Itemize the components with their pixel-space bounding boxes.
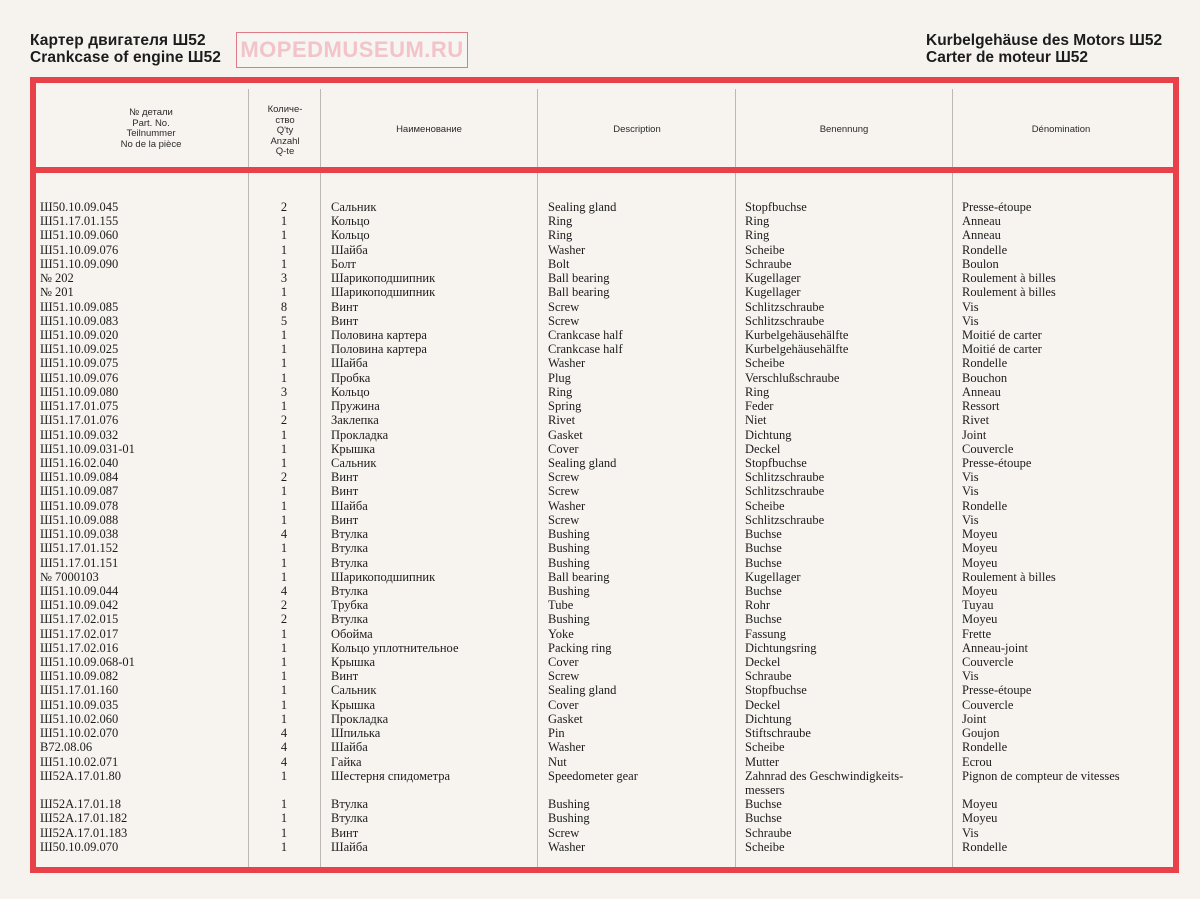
denomination-fr: Moyeu [962, 555, 998, 570]
description-en: Bushing [548, 797, 590, 812]
benennung-de: Schraube [745, 256, 792, 271]
benennung-de: Dichtung [745, 427, 792, 442]
denomination-fr: Roulement à billes [962, 271, 1056, 286]
benennung-de: Buchse [745, 811, 782, 826]
name-ru: Сальник [331, 200, 377, 214]
denomination-fr: Anneau [962, 384, 1001, 399]
name-ru: Гайка [331, 754, 362, 769]
part-number: Ш51.10.09.080 [40, 384, 119, 399]
description-en: Gasket [548, 427, 583, 442]
part-number: Ш51.10.09.090 [40, 256, 119, 271]
name-ru: Винт [331, 313, 359, 328]
part-number: Ш52А.17.01.182 [40, 811, 128, 826]
part-number: Ш51.17.01.151 [40, 555, 119, 570]
description-en: Ball bearing [548, 271, 610, 286]
name-ru: Заклепка [331, 413, 379, 428]
quantity: 4 [280, 754, 288, 769]
denomination-fr: Moitié de carter [962, 342, 1042, 357]
part-number: Ш52А.17.01.18 [40, 797, 122, 812]
table-header-frame [30, 77, 1179, 175]
part-number: Ш50.10.09.045 [40, 200, 119, 214]
benennung-de: Buchse [745, 612, 782, 627]
quantity: 1 [280, 669, 288, 684]
description-en: Bushing [548, 527, 590, 542]
quantity: 2 [280, 413, 288, 428]
benennung-de: Buchse [745, 555, 782, 570]
part-number: Ш51.17.02.015 [40, 612, 119, 627]
quantity: 1 [280, 214, 288, 229]
denomination-fr: Vis [962, 470, 979, 485]
quantity: 1 [280, 427, 288, 442]
description-en: Screw [548, 299, 580, 314]
denomination-fr: Vis [962, 484, 979, 499]
part-number: Ш51.10.09.084 [40, 470, 119, 485]
benennung-de: Schlitzschraube [745, 313, 825, 328]
quantity: 4 [280, 527, 288, 542]
description-en: Speedometer gear [548, 768, 638, 783]
quantity: 8 [280, 299, 288, 314]
quantity: 1 [280, 285, 288, 300]
part-number: Ш51.10.09.088 [40, 512, 119, 527]
description-en: Plug [548, 370, 571, 385]
benennung-de: Buchse [745, 541, 782, 556]
name-ru: Пружина [331, 399, 380, 414]
quantity: 3 [280, 384, 288, 399]
denomination-fr: Goujon [962, 726, 1000, 741]
benennung-de: Schlitzschraube [745, 484, 825, 499]
description-en: Gasket [548, 711, 583, 726]
denomination-fr: Rondelle [962, 356, 1008, 371]
denomination-fr: Pignon de compteur de vitesses [962, 768, 1120, 783]
col-header-fr: Dénomination [1031, 124, 1091, 135]
name-ru: Винт [331, 825, 359, 840]
quantity: 4 [280, 583, 288, 598]
quantity: 1 [280, 797, 288, 812]
quantity: 1 [280, 626, 288, 641]
quantity: 2 [280, 598, 288, 613]
denomination-fr: Rondelle [962, 242, 1008, 257]
part-number: Ш51.10.09.076 [40, 370, 119, 385]
description-en: Ring [548, 384, 573, 399]
quantity: 1 [280, 839, 288, 854]
name-ru: Винт [331, 669, 359, 684]
divider [320, 173, 321, 867]
col-header-qty: Количе- ство Q'ty Anzahl Q-te [267, 104, 303, 157]
denomination-fr: Vis [962, 299, 979, 314]
benennung-de: Stopfbuchse [745, 683, 807, 698]
part-number: Ш51.10.09.031-01 [40, 441, 135, 456]
description-en: Bolt [548, 256, 570, 271]
description-en: Screw [548, 669, 580, 684]
description-en: Tube [548, 598, 574, 613]
description-en: Bushing [548, 541, 590, 556]
benennung-de: Schraube [745, 825, 792, 840]
quantity: 1 [280, 370, 288, 385]
name-ru: Шайба [331, 242, 368, 257]
description-en: Screw [548, 470, 580, 485]
name-ru: Прокладка [331, 711, 389, 726]
part-number: Ш51.17.01.160 [40, 683, 119, 698]
name-ru: Шпилька [331, 726, 381, 741]
denomination-fr: Moyeu [962, 527, 998, 542]
description-en: Ring [548, 214, 573, 229]
benennung-de: messers [745, 783, 785, 798]
denomination-fr: Anneau [962, 214, 1001, 229]
denomination-fr: Moyeu [962, 541, 998, 556]
quantity: 1 [280, 441, 288, 456]
name-ru: Шайба [331, 839, 368, 854]
quantity: 1 [280, 683, 288, 698]
name-ru: Крышка [331, 655, 376, 670]
part-number: Ш51.10.09.060 [40, 228, 119, 243]
quantity: 3 [280, 271, 288, 286]
quantity: 1 [280, 484, 288, 499]
name-ru: Шайба [331, 740, 368, 755]
quantity: 1 [280, 541, 288, 556]
part-number: Ш51.10.09.075 [40, 356, 119, 371]
part-number: № 201 [40, 285, 74, 300]
benennung-de: Fassung [745, 626, 786, 641]
name-ru: Втулка [331, 612, 369, 627]
quantity: 1 [280, 242, 288, 257]
title-en: Crankcase of engine Ш52 [30, 49, 222, 66]
title-ru: Картер двигателя Ш52 [30, 32, 206, 49]
part-number: B72.08.06 [40, 740, 93, 755]
benennung-de: Schlitzschraube [745, 470, 825, 485]
benennung-de: Kugellager [745, 569, 801, 584]
quantity: 1 [280, 640, 288, 655]
part-number: Ш51.10.09.038 [40, 527, 119, 542]
divider [952, 89, 953, 169]
name-ru: Шестерня спидометра [331, 768, 451, 783]
part-number: Ш51.10.09.068-01 [40, 655, 135, 670]
divider [248, 89, 249, 169]
description-en: Cover [548, 655, 579, 670]
title-de: Kurbelgehäuse des Motors Ш52 [926, 32, 1163, 49]
name-ru: Винт [331, 484, 359, 499]
description-en: Washer [548, 839, 586, 854]
quantity: 1 [280, 825, 288, 840]
quantity: 1 [280, 399, 288, 414]
benennung-de: Zahnrad des Geschwindigkeits- [745, 768, 904, 783]
description-en: Screw [548, 512, 580, 527]
quantity: 2 [280, 612, 288, 627]
description-en: Spring [548, 399, 582, 414]
description-en: Cover [548, 441, 579, 456]
part-number: Ш52А.17.01.80 [40, 768, 122, 783]
name-ru: Половина картера [331, 342, 427, 357]
benennung-de: Schlitzschraube [745, 512, 825, 527]
description-en: Yoke [548, 626, 574, 641]
part-number: Ш51.17.02.016 [40, 640, 119, 655]
denomination-fr: Moitié de carter [962, 327, 1042, 342]
description-en: Bushing [548, 612, 590, 627]
divider [735, 89, 736, 169]
name-ru: Втулка [331, 797, 369, 812]
description-en: Crankcase half [548, 342, 623, 357]
benennung-de: Deckel [745, 697, 781, 712]
divider [952, 173, 953, 867]
quantity: 1 [280, 356, 288, 371]
name-ru: Втулка [331, 583, 369, 598]
part-number: Ш51.17.01.075 [40, 399, 119, 414]
quantity: 2 [280, 470, 288, 485]
name-ru: Шарикоподшипник [331, 271, 436, 286]
quantity: 4 [280, 740, 288, 755]
quantity: 1 [280, 811, 288, 826]
name-ru: Втулка [331, 527, 369, 542]
denomination-fr: Presse-étoupe [962, 455, 1032, 470]
description-en: Bushing [548, 555, 590, 570]
part-number: Ш51.10.09.078 [40, 498, 119, 513]
benennung-de: Feder [745, 399, 774, 414]
name-ru: Сальник [331, 455, 377, 470]
description-en: Screw [548, 313, 580, 328]
denomination-fr: Vis [962, 313, 979, 328]
part-number: Ш51.16.02.040 [40, 455, 119, 470]
denomination-fr: Presse-étoupe [962, 683, 1032, 698]
name-ru: Половина картера [331, 327, 427, 342]
description-en: Washer [548, 356, 586, 371]
name-ru: Болт [331, 256, 356, 271]
benennung-de: Schlitzschraube [745, 299, 825, 314]
name-ru: Кольцо [331, 384, 370, 399]
quantity: 1 [280, 228, 288, 243]
name-ru: Винт [331, 470, 359, 485]
benennung-de: Niet [745, 413, 767, 428]
col-header-de: Benennung [819, 124, 869, 135]
description-en: Screw [548, 484, 580, 499]
description-en: Crankcase half [548, 327, 623, 342]
part-number: Ш51.10.09.082 [40, 669, 119, 684]
description-en: Rivet [548, 413, 576, 428]
denomination-fr: Moyeu [962, 797, 998, 812]
benennung-de: Kugellager [745, 271, 801, 286]
part-number: Ш51.10.09.035 [40, 697, 119, 712]
part-number: Ш51.10.09.042 [40, 598, 119, 613]
part-number: Ш51.17.01.152 [40, 541, 119, 556]
description-en: Bushing [548, 583, 590, 598]
benennung-de: Ring [745, 214, 770, 229]
benennung-de: Deckel [745, 655, 781, 670]
denomination-fr: Anneau-joint [962, 640, 1028, 655]
quantity: 1 [280, 569, 288, 584]
quantity: 5 [280, 313, 288, 328]
part-number: Ш51.17.02.017 [40, 626, 119, 641]
part-number: № 7000103 [40, 569, 99, 584]
col-header-en: Description [613, 124, 661, 135]
part-number: Ш50.10.09.070 [40, 839, 119, 854]
denomination-fr: Tuyau [962, 598, 994, 613]
name-ru: Шарикоподшипник [331, 569, 436, 584]
benennung-de: Mutter [745, 754, 780, 769]
divider [320, 89, 321, 169]
name-ru: Шарикоподшипник [331, 285, 436, 300]
benennung-de: Verschlußschraube [745, 370, 840, 385]
denomination-fr: Boulon [962, 256, 999, 271]
part-number: Ш51.10.02.071 [40, 754, 119, 769]
quantity: 1 [280, 711, 288, 726]
denomination-fr: Rivet [962, 413, 990, 428]
benennung-de: Ring [745, 228, 770, 243]
denomination-fr: Rondelle [962, 740, 1008, 755]
name-ru: Шайба [331, 498, 368, 513]
part-number: Ш51.17.01.076 [40, 413, 119, 428]
part-number: Ш51.10.09.076 [40, 242, 119, 257]
part-number: Ш51.10.09.085 [40, 299, 119, 314]
name-ru: Обойма [331, 626, 373, 641]
name-ru: Кольцо [331, 228, 370, 243]
denomination-fr: Joint [962, 711, 987, 726]
denomination-fr: Vis [962, 669, 979, 684]
name-ru: Прокладка [331, 427, 389, 442]
col-header-ru: Наименование [396, 124, 462, 135]
denomination-fr: Roulement à billes [962, 569, 1056, 584]
part-number: Ш51.10.09.025 [40, 342, 119, 357]
denomination-fr: Anneau [962, 228, 1001, 243]
part-number: Ш51.10.09.087 [40, 484, 119, 499]
benennung-de: Buchse [745, 797, 782, 812]
quantity: 1 [280, 768, 288, 783]
description-en: Washer [548, 740, 586, 755]
description-en: Cover [548, 697, 579, 712]
denomination-fr: Couvercle [962, 697, 1014, 712]
denomination-fr: Frette [962, 626, 992, 641]
denomination-fr: Rondelle [962, 498, 1008, 513]
part-number: Ш51.10.09.083 [40, 313, 119, 328]
denomination-fr: Couvercle [962, 655, 1014, 670]
name-ru: Кольцо [331, 214, 370, 229]
quantity: 4 [280, 726, 288, 741]
denomination-fr: Presse-étoupe [962, 200, 1032, 214]
benennung-de: Deckel [745, 441, 781, 456]
quantity: 1 [280, 256, 288, 271]
benennung-de: Scheibe [745, 839, 785, 854]
denomination-fr: Joint [962, 427, 987, 442]
name-ru: Сальник [331, 683, 377, 698]
quantity: 1 [280, 498, 288, 513]
name-ru: Винт [331, 512, 359, 527]
benennung-de: Scheibe [745, 242, 785, 257]
benennung-de: Kurbelgehäusehälfte [745, 327, 849, 342]
name-ru: Крышка [331, 697, 376, 712]
description-en: Ball bearing [548, 569, 610, 584]
benennung-de: Scheibe [745, 740, 785, 755]
header-right [926, 32, 1162, 66]
description-en: Nut [548, 754, 567, 769]
benennung-de: Scheibe [745, 356, 785, 371]
benennung-de: Schraube [745, 669, 792, 684]
benennung-de: Rohr [745, 598, 770, 613]
quantity: 1 [280, 555, 288, 570]
description-en: Bushing [548, 811, 590, 826]
description-en: Washer [548, 498, 586, 513]
denomination-fr: Rondelle [962, 839, 1008, 854]
benennung-de: Stiftschraube [745, 726, 811, 741]
benennung-de: Ring [745, 384, 770, 399]
description-en: Sealing gland [548, 683, 617, 698]
part-number: Ш51.10.02.070 [40, 726, 119, 741]
benennung-de: Buchse [745, 583, 782, 598]
description-en: Packing ring [548, 640, 612, 655]
benennung-de: Dichtung [745, 711, 792, 726]
benennung-de: Kugellager [745, 285, 801, 300]
quantity: 1 [280, 327, 288, 342]
quantity: 1 [280, 455, 288, 470]
description-en: Sealing gland [548, 455, 617, 470]
denomination-fr: Bouchon [962, 370, 1008, 385]
divider [537, 89, 538, 169]
part-number: Ш51.10.02.060 [40, 711, 119, 726]
part-number: Ш51.17.01.155 [40, 214, 119, 229]
denomination-fr: Ressort [962, 399, 1000, 414]
description-en: Pin [548, 726, 565, 741]
header-left [30, 32, 221, 66]
name-ru: Втулка [331, 541, 369, 556]
description-en: Washer [548, 242, 586, 257]
part-number: Ш51.10.09.020 [40, 327, 119, 342]
quantity: 2 [280, 200, 288, 214]
name-ru: Пробка [331, 370, 371, 385]
benennung-de: Buchse [745, 527, 782, 542]
quantity: 1 [280, 655, 288, 670]
description-en: Ball bearing [548, 285, 610, 300]
part-number: № 202 [40, 271, 74, 286]
divider [735, 173, 736, 867]
name-ru: Шайба [331, 356, 368, 371]
name-ru: Втулка [331, 555, 369, 570]
benennung-de: Dichtungsring [745, 640, 817, 655]
denomination-fr: Couvercle [962, 441, 1014, 456]
quantity: 1 [280, 697, 288, 712]
name-ru: Винт [331, 299, 359, 314]
col-header-part: № детали Part. No. Teilnummer No de la pièce [120, 107, 182, 150]
denomination-fr: Moyeu [962, 583, 998, 598]
name-ru: Трубка [331, 598, 369, 613]
benennung-de: Kurbelgehäusehälfte [745, 342, 849, 357]
name-ru: Крышка [331, 441, 376, 456]
description-en: Sealing gland [548, 200, 617, 214]
benennung-de: Scheibe [745, 498, 785, 513]
name-ru: Втулка [331, 811, 369, 826]
quantity: 1 [280, 512, 288, 527]
title-fr: Carter de moteur Ш52 [926, 49, 1089, 66]
part-number: Ш51.10.09.032 [40, 427, 119, 442]
part-number: Ш51.10.09.044 [40, 583, 119, 598]
denomination-fr: Vis [962, 825, 979, 840]
quantity: 1 [280, 342, 288, 357]
benennung-de: Stopfbuchse [745, 200, 807, 214]
divider [537, 173, 538, 867]
denomination-fr: Roulement à billes [962, 285, 1056, 300]
part-number: Ш52А.17.01.183 [40, 825, 128, 840]
description-en: Ring [548, 228, 573, 243]
name-ru: Кольцо уплотнительное [331, 640, 459, 655]
benennung-de: Stopfbuchse [745, 455, 807, 470]
denomination-fr: Moyeu [962, 612, 998, 627]
denomination-fr: Ecrou [962, 754, 992, 769]
watermark-logo: MOPEDMUSEUM.RU [236, 32, 468, 68]
denomination-fr: Vis [962, 512, 979, 527]
denomination-fr: Moyeu [962, 811, 998, 826]
description-en: Screw [548, 825, 580, 840]
